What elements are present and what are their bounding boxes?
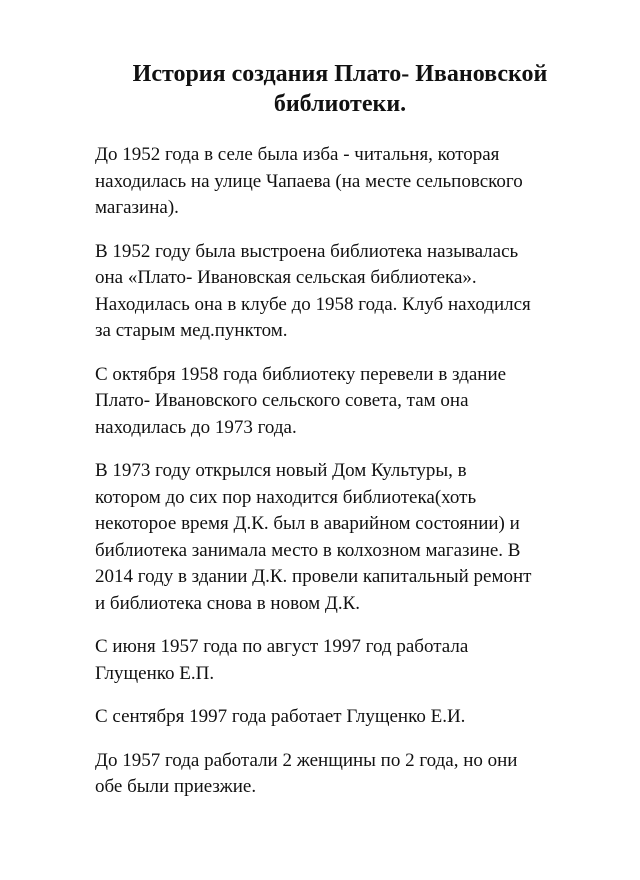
paragraph-line: и библиотека снова в новом Д.К. [95,592,360,614]
paragraph-line: С июня 1957 года по август 1997 год работала [95,636,469,657]
paragraph-line: находилась на улице Чапаева (на месте сельповского [95,170,523,192]
paragraph-line: До 1952 года в селе была изба - читальня, которая [95,144,500,165]
paragraph-line: котором до сих пор находится библиотека(хоть [95,486,477,508]
page-title-line-1: История создания Плато- Ивановской [132,61,548,87]
paragraph-line: Плато- Ивановского сельского совета, там она [95,390,469,411]
page-title-line-2: библиотеки. [273,91,407,117]
paragraph-line: С сентября 1997 года работает Глущенко Е.И. [95,706,466,727]
paragraph-line: Глущенко Е.П. [95,662,215,684]
paragraph-line: магазина). [95,197,179,218]
paragraph-1 [95,142,615,222]
paragraph-6 [95,704,615,731]
paragraph-line: библиотека занимала место в колхозном магазине. В [95,539,521,561]
paragraph-line: за старым мед.пунктом. [95,320,288,341]
paragraph-2 [95,239,615,345]
paragraph-4 [95,458,615,617]
paragraph-line: До 1957 года работали 2 женщины по 2 года, но они [95,749,518,771]
document-body [95,142,615,818]
paragraph-line: В 1973 году открылся новый Дом Культуры, в [95,460,467,481]
paragraph-line: находилась до 1973 года. [95,416,297,438]
paragraph-line: некоторое время Д.К. был в аварийном состоянии) и [95,513,520,534]
paragraph-5 [95,634,615,687]
paragraph-line: обе были приезжие. [95,776,257,797]
paragraph-7 [95,748,615,801]
paragraph-line: она «Плато- Ивановская сельская библиотека». [95,267,477,288]
paragraph-line: 2014 году в здании Д.К. провели капитальный ремонт [95,566,532,587]
paragraph-3 [95,362,615,442]
paragraph-line: С октября 1958 года библиотеку перевели в здание [95,363,507,385]
paragraph-line: Находилась она в клубе до 1958 года. Клуб находился [95,293,531,315]
paragraph-line: В 1952 году была выстроена библиотека называлась [95,240,519,262]
